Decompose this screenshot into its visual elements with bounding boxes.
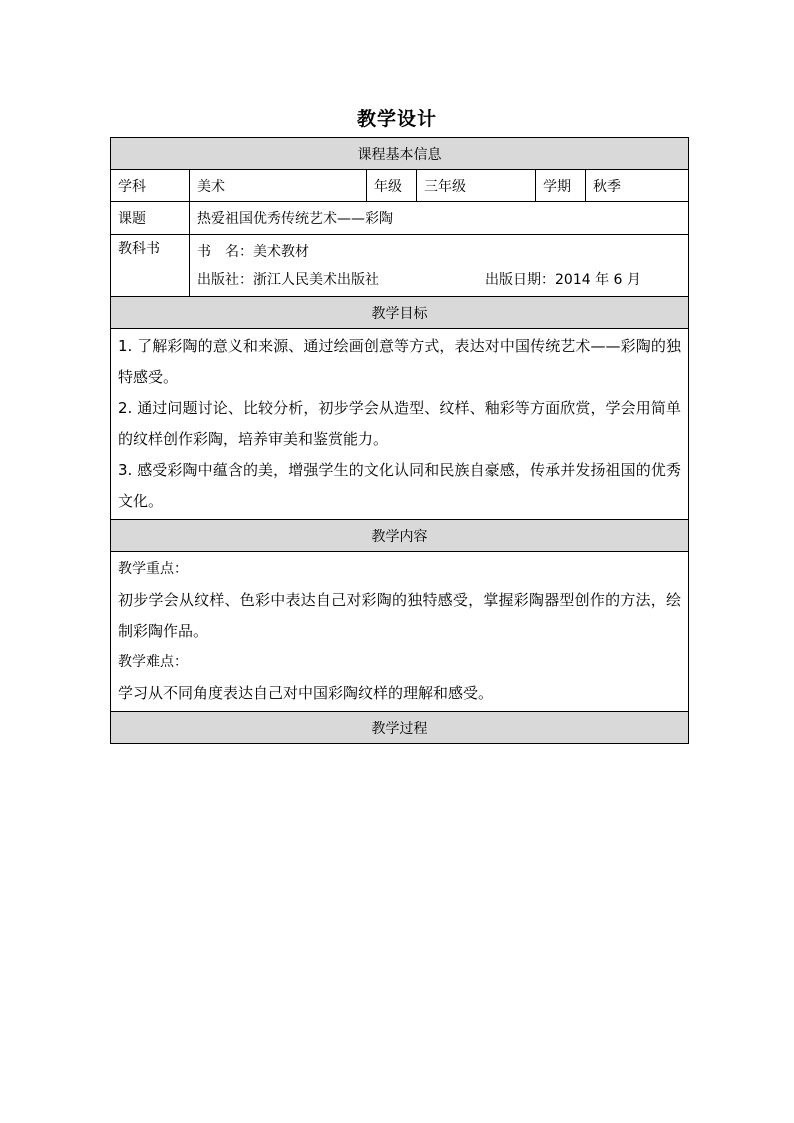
goal-item: 3. 感受彩陶中蕴含的美，增强学生的文化认同和民族自豪感，传承并发扬祖国的优秀文化。: [118, 461, 681, 510]
subject-row: [111, 170, 689, 202]
difficulty-label: 教学难点：: [118, 654, 188, 670]
content-block: [111, 552, 689, 712]
subject-value: 美术: [190, 170, 367, 202]
section-header-basic-info: [111, 138, 689, 170]
key-point-label: 教学重点：: [118, 561, 188, 577]
section-header-process: [111, 712, 689, 744]
section-header-content: [111, 520, 689, 552]
book-name: 书 名：美术教材: [197, 243, 309, 260]
lesson-plan-table: [110, 137, 689, 744]
publisher-line: [197, 266, 681, 294]
goals-row: [111, 329, 689, 520]
difficulty-text: 学习从不同角度表达自己对中国彩陶纹样的理解和感受。: [118, 684, 494, 702]
key-point-text: 初步学会从纹样、色彩中表达自己对彩陶的独特感受，掌握彩陶器型创作的方法，绘制彩陶作品。: [118, 591, 681, 640]
section-header-goals: [111, 297, 689, 329]
textbook-row: [111, 235, 689, 297]
topic-value: 热爱祖国优秀传统艺术——彩陶: [190, 202, 689, 235]
goals-list: [111, 329, 689, 520]
section-title: 课程基本信息: [111, 138, 689, 170]
term-value: 秋季: [586, 170, 689, 202]
grade-label: 年级: [367, 170, 417, 202]
section-title: 教学过程: [111, 712, 689, 744]
publication-date: 出版日期：2014 年 6 月: [485, 271, 641, 288]
content-row: [111, 552, 689, 712]
grade-value: 三年级: [417, 170, 536, 202]
term-label: 学期: [536, 170, 586, 202]
topic-row: [111, 202, 689, 235]
publisher: 出版社：浙江人民美术出版社: [197, 271, 379, 288]
topic-label: 课题: [111, 202, 190, 235]
section-title: 教学内容: [111, 520, 689, 552]
textbook-info: [190, 235, 689, 297]
goal-item: 2. 通过问题讨论、比较分析，初步学会从造型、纹样、釉彩等方面欣赏，学会用简单的纹样创作彩陶，培养审美和鉴赏能力。: [118, 399, 681, 448]
goal-item: 1. 了解彩陶的意义和来源、通过绘画创意等方式，表达对中国传统艺术——彩陶的独特感受。: [118, 337, 681, 386]
subject-label: 学科: [111, 170, 190, 202]
document-title: 教学设计: [356, 108, 437, 130]
textbook-label: 教科书: [111, 235, 190, 297]
section-title: 教学目标: [111, 297, 689, 329]
